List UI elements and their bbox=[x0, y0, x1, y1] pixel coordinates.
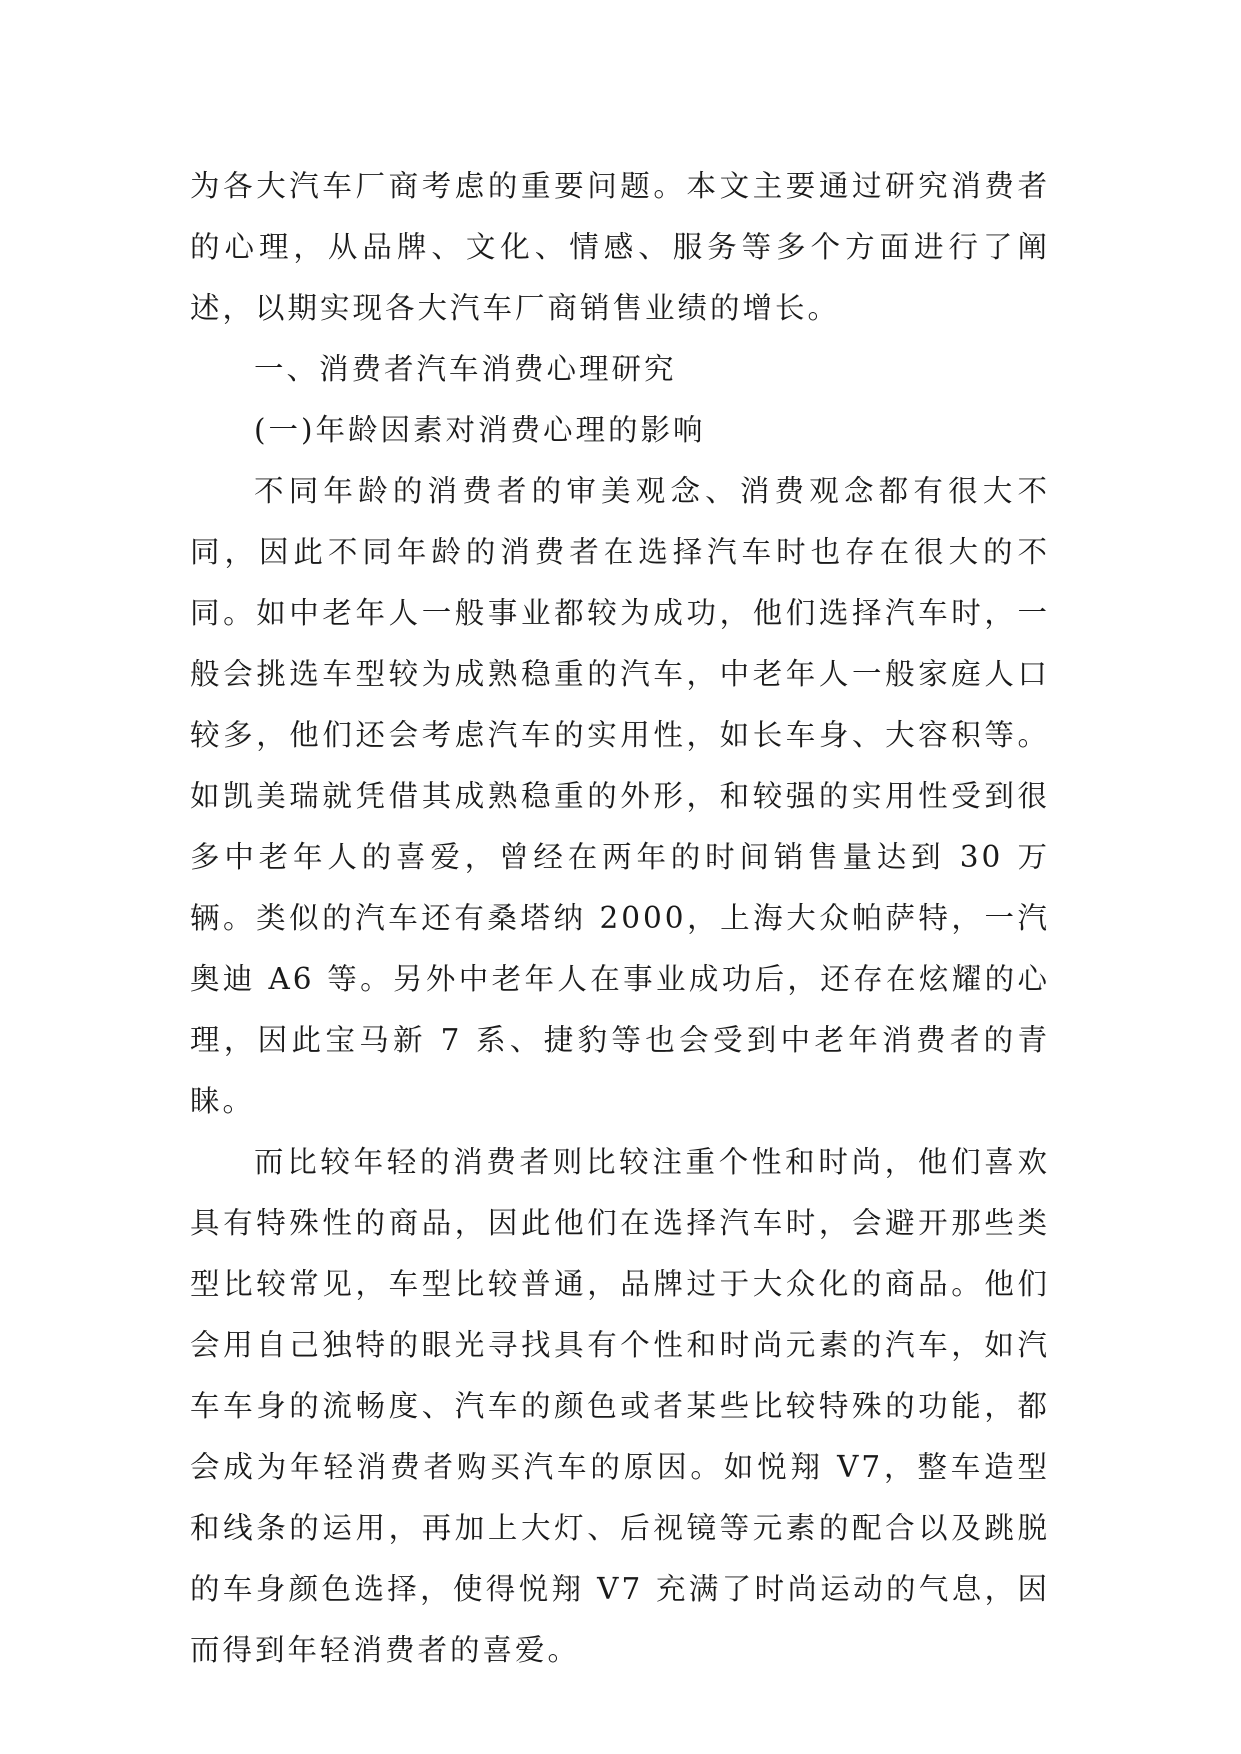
paragraph-young-consumers: 而比较年轻的消费者则比较注重个性和时尚，他们喜欢具有特殊性的商品，因此他们在选择汽车时，会避开那些类型比较常见，车型比较普通，品牌过于大众化的商品。他们会用自己独特的眼光寻找具有个性和时尚元素的汽车，如汽车车身的流畅度、汽车的颜色或者某些比较特殊的功能，都会成为年轻消费者购买汽车的原因。如悦翔 V7，整车造型和线条的运用，再加上大灯、后视镜等元素的配合以及跳脱的车身颜色选择，使得悦翔 V7 充满了时尚运动的气息，因而得到年轻消费者的喜爱。 bbox=[190, 1145, 1050, 1667]
paragraph-middle-aged-consumers: 不同年龄的消费者的审美观念、消费观念都有很大不同，因此不同年龄的消费者在选择汽车时也存在很大的不同。如中老年人一般事业都较为成功，他们选择汽车时，一般会挑选车型较为成熟稳重的汽车，中老年人一般家庭人口较多，他们还会考虑汽车的实用性，如长车身、大容积等。如凯美瑞就凭借其成熟稳重的外形，和较强的实用性受到很多中老年人的喜爱，曾经在两年的时间销售量达到 30 万辆。类似的汽车还有桑塔纳 2000，上海大众帕萨特，一汽奥迪 A6 等。另外中老年人在事业成功后，还存在炫耀的心理，因此宝马新 7 系、捷豹等也会受到中老年消费者的青睐。 bbox=[190, 474, 1050, 1118]
document-body bbox=[190, 156, 1050, 1681]
section-heading: 一、消费者汽车消费心理研究 bbox=[254, 352, 677, 386]
paragraph-intro-continuation: 为各大汽车厂商考虑的重要问题。本文主要通过研究消费者的心理，从品牌、文化、情感、服务等多个方面进行了阐述，以期实现各大汽车厂商销售业绩的增长。 bbox=[190, 169, 1050, 325]
subsection-heading: (一)年龄因素对消费心理的影响 bbox=[254, 413, 706, 447]
